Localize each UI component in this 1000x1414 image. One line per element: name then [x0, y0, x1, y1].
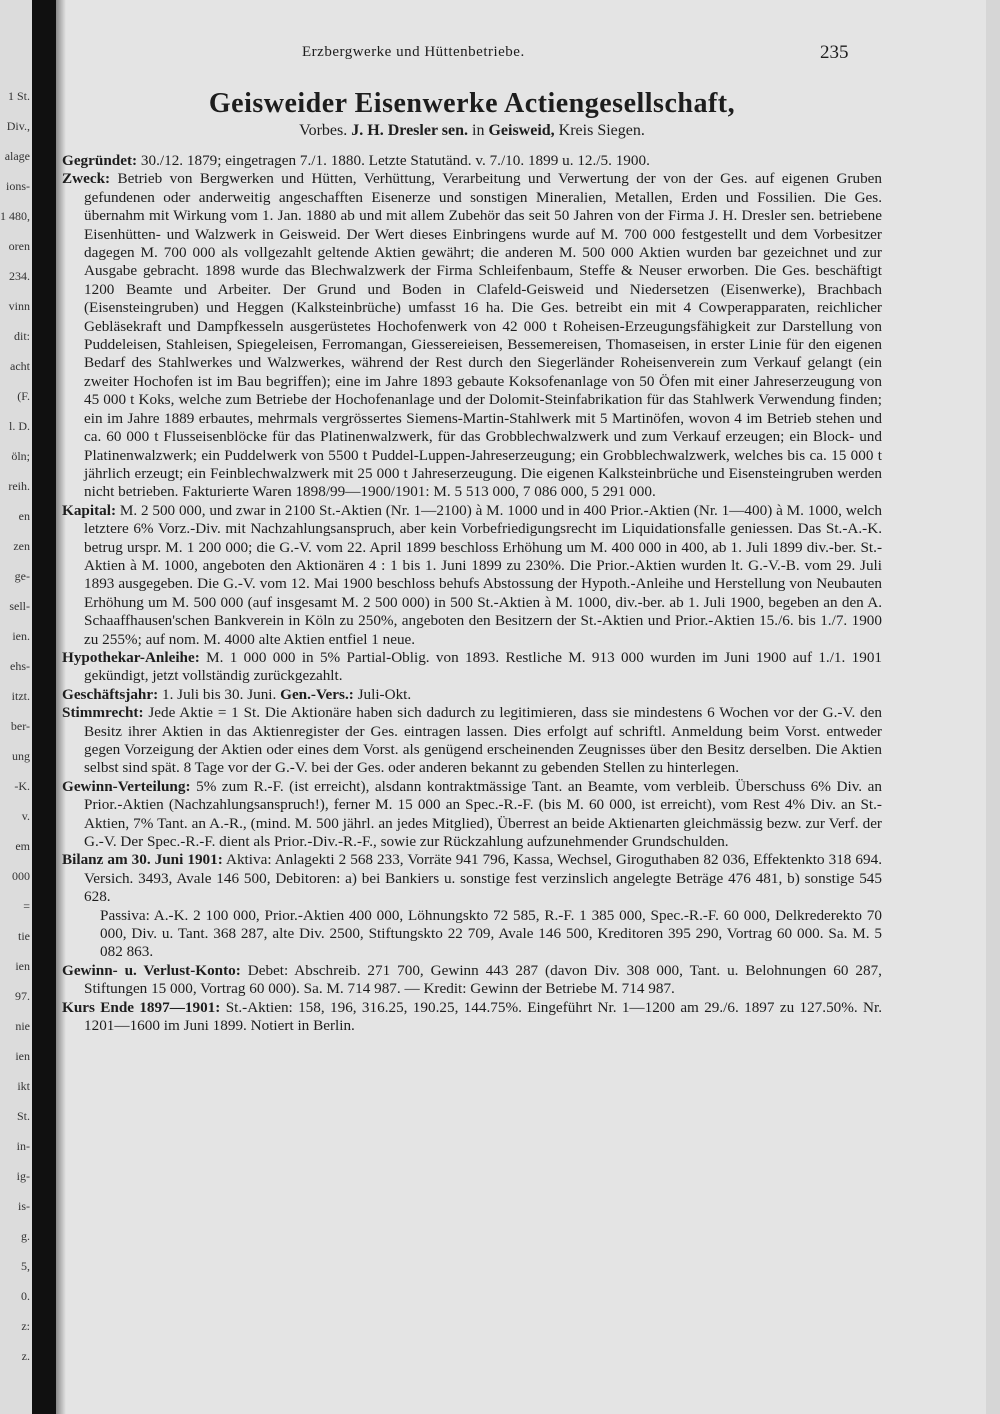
entry-section	[62, 649, 882, 686]
section-label: Bilanz am 30. Juni 1901:	[62, 851, 223, 869]
margin-fragment: reih.	[8, 479, 30, 493]
margin-fragment: ehs-	[10, 659, 30, 673]
page-number: 235	[820, 42, 849, 63]
section-label: Stimmrecht:	[62, 704, 144, 722]
margin-fragment: ien.	[12, 629, 30, 643]
margin-fragment: z:	[21, 1319, 30, 1333]
entry-section	[62, 170, 882, 501]
company-title: Geisweider Eisenwerke Actiengesellschaft,	[208, 88, 736, 119]
section-text: Aktiva: Anlagekti 2 568 233, Vorräte 941 796, Kassa, Wechsel, Giroguthaben 82 036, Effektenkto 318 694. Versich. 3493, Avale 146 500, Debitoren: a) bei Bankiers u. sonstige fest verzinslich angelegte Beträge 476 481, b) sonstige 545 628.	[84, 851, 882, 906]
entry-section	[62, 704, 882, 778]
margin-fragment: (F.	[17, 389, 30, 403]
margin-fragment: ung	[12, 749, 30, 763]
section-text: 1. Juli bis 30. Juni.	[161, 685, 277, 703]
section-label: Gegründet:	[62, 152, 138, 169]
section-text: Passiva: A.-K. 2 100 000, Prior.-Aktien 400 000, Löhnungskto 72 585, R.-F. 1 385 000, Spec.-R.-F. 60 000, Delkrederekto 70 000, Div. u. Tant. 368 287, alte Div. 2500, Stiftungskto 22 709, Avale 146 500, Kreditoren 395 290, Vortrag 60 000. Sa. M. 5 082 863.	[100, 906, 882, 961]
entry-section	[62, 502, 882, 649]
margin-fragment: 97.	[15, 989, 30, 1003]
entry-section	[62, 686, 882, 704]
section-label: Kurs Ende 1897—1901:	[62, 998, 221, 1016]
margin-fragment: ions-	[6, 179, 30, 193]
section-label: Geschäftsjahr:	[62, 685, 159, 703]
page-edge	[986, 0, 1000, 1414]
adjacent-page-margin	[0, 0, 32, 1414]
entry-body	[62, 152, 882, 1036]
section-text: Jede Aktie = 1 St. Die Aktionäre haben sich dadurch zu legitimieren, dass sie mindestens 6 Wochen vor der G.-V. den Besitz ihrer Aktien in das Aktienregister der Ges. eintragen lassen. Dies erfolgt auf schriftl. Anmeldung beim Vorst. entweder gegen Vorzeigung der Aktien oder eines dem Vorst. als genügend erscheinenden Zeugnisses über den Besitz derselben. Die Aktien selbst sind spät. 8 Tage vor der G.-V. bei der Ges. oder anderen bekannt zu gebenden Stellen zu hinterlegen.	[84, 704, 882, 777]
margin-fragment: =	[23, 899, 30, 913]
page-content	[62, 40, 882, 1036]
book-gutter	[32, 0, 56, 1414]
margin-fragment: in-	[16, 1139, 30, 1153]
section-text: M. 2 500 000, und zwar in 2100 St.-Aktien (Nr. 1—2100) à M. 1000 und in 400 Prior.-Aktien (Nr. 1—400) à M. 1000, welch letztere 6% Vorz.-Div. mit Nachzahlungsanspruch, aber kein Vorbefriedigungsrecht im Liquidationsfalle geniessen. Das St.-A.-K. betrug urspr. M. 1 200 000; die G.-V. vom 22. April 1899 beschloss Erhöhung um M. 400 000 in 400, ab 1. Juli 1899 div.-ber. St.-Aktien à M. 1000, angeboten den Aktionären 4 : 1 bis 1. Juni 1899 zu 230%. Die Prior.-Aktien wurden lt. G.-V.-B. vom 29. Juli 1893 ausgegeben. Die G.-V. vom 12. Mai 1900 beschloss behufs Abstossung der Hypoth.-Anleihe und Herstellung von Neubauten Erhöhung um M. 500 000 (auf insgesamt M. 2 500 000) in 500 St.-Aktien à M. 1000, div.-ber. ab 1. Juli 1900, begeben an den A. Schaaffhausen'schen Bankverein in Köln zu 250%, angeboten den Besitzern der St.-Aktien und Prior.-Aktien 15./6. bis 1./7. 1900 zu 255%; auf nom. M. 4000 alte Aktien entfiel 1 neue.	[84, 501, 883, 648]
margin-fragment: öln;	[11, 449, 30, 463]
district-name: Kreis Siegen.	[558, 122, 645, 139]
margin-fragment: Div.,	[6, 119, 30, 133]
subtitle-in: in	[472, 122, 485, 139]
margin-fragment: ig-	[16, 1169, 30, 1183]
margin-fragment: 234.	[9, 269, 30, 283]
margin-fragment: g.	[21, 1229, 30, 1243]
margin-fragment: 1 St.	[7, 89, 30, 103]
margin-fragment: 1 480,	[0, 209, 30, 223]
margin-fragment: z.	[21, 1349, 30, 1363]
section-text: 5% zum R.-F. (ist erreicht), alsdann kontraktmässige Tant. an Beamte, vom verbleib. Überschuss 6% Div. an Prior.-Aktien (Nachzahlungsanspruch!), ferner M. 15 000 an Spec.-R.-F. (bis M. 60 000, ist erreicht), vom Rest 4% Div. an St.-Aktien, 7% Tant. an A.-R., (mind. M. 500 jährl. an jedes Mitglied), Überrest an beide Aktienarten gleichmässig bezw. zur Verf. der G.-V. Der Spec.-R.-F. dient als Prior.-Div.-R.-F., sowie zur Rückzahlung aufzunehmender Grundschulden.	[84, 777, 883, 851]
margin-fragment: ber-	[10, 719, 30, 733]
chairman-name: J. H. Dresler sen.	[351, 122, 468, 139]
margin-fragment: ge-	[14, 569, 30, 583]
running-head-title: Erzbergwerke und Hüttenbetriebe.	[302, 44, 525, 60]
margin-fragment: dit:	[13, 329, 30, 343]
margin-fragment: em	[15, 839, 30, 853]
section-label: Hypothekar-Anleihe:	[62, 648, 200, 666]
section-label: Gewinn-Verteilung:	[62, 777, 191, 795]
section-text: St.-Aktien: 158, 196, 316.25, 190.25, 144.75%. Eingeführt Nr. 1—1200 am 29./6. 1897 zu 127.50%. Nr. 1201—1600 im Juni 1899. Notiert in Berlin.	[84, 998, 883, 1035]
margin-fragment: 0.	[21, 1289, 30, 1303]
margin-fragment: en	[18, 509, 30, 523]
place-name: Geisweid,	[488, 122, 555, 139]
section-label: Kapital:	[62, 501, 117, 519]
section-text: 30./12. 1879; eingetragen 7./1. 1880. Letzte Statutänd. v. 7./10. 1899 u. 12./5. 1900.	[140, 152, 650, 169]
margin-fragment: l. D.	[9, 419, 30, 433]
margin-fragment: oren	[8, 239, 30, 253]
margin-fragment: ien	[15, 1049, 30, 1063]
margin-fragment: nie	[15, 1019, 30, 1033]
margin-fragment: -K.	[14, 779, 30, 793]
margin-fragment: ien	[15, 959, 30, 973]
margin-fragment: St.	[16, 1109, 30, 1123]
entry-section	[62, 152, 882, 170]
margin-fragment: ikt	[17, 1079, 30, 1093]
section-label: Gen.-Vers.:	[280, 685, 354, 703]
margin-fragment: v.	[21, 809, 30, 823]
margin-fragment: is-	[18, 1199, 30, 1213]
section-label: Zweck:	[62, 170, 111, 188]
margin-fragment: tie	[18, 929, 30, 943]
subtitle-prefix: Vorbes.	[299, 122, 348, 139]
entry-section	[62, 851, 882, 906]
entry-section	[62, 999, 882, 1036]
margin-fragment: alage	[4, 149, 30, 163]
margin-fragment: acht	[10, 359, 30, 373]
margin-fragment: 5,	[21, 1259, 30, 1273]
company-subtitle	[62, 122, 882, 140]
entry-section	[62, 907, 882, 962]
section-text: Betrieb von Bergwerken und Hütten, Verhüttung, Verarbeitung und Verwertung der von der Ges. auf eigenen Gruben gefundenen oder anderweitig angeschafften Eisenerze und sonstigen Mineralien, Metallen, Erden und Fossilien. Die Ges. übernahm mit Wirkung vom 1. Jan. 1880 ab und mit allem Zubehör das seit 50 Jahren von der Firma J. H. Dresler sen. betriebene Eisenhütten- und Walzwerk in Geisweid. Der Wert dieses Einbringens wurde auf M. 700 000 festgestellt und dem Vorbesitzer dagegen M. 700 000 als vollgezahlt geltende Aktien gewährt; die anderen M. 500 000 Aktien wurden bar gezeichnet und zur Ausgabe gebracht. 1898 wurde das Blechwalzwerk der Firma Schleifenbaum, Steffe & Neuser erworben. Die Ges. beschäftigt 1200 Beamte und Arbeiter. Der Grund und Boden in Clafeld-Geisweid und Niedersetzen (Eisenwerke), Brachbach (Eisensteingruben) und Heggen (Kalksteinbrüche) umfasst 16 ha. Die Ges. betreibt ein mit 4 Cowperapparaten, reichlicher Gebläsekraft und Dampfkesseln ausgerüstetes Hochofenwerk von 42 000 t Roheisen-Erzeugungsfähigkeit zur Darstellung von Puddeleisen, Stahleisen, Spiegeleisen, Ferromangan, Giessereieisen, Bessemereisen, Thomaseisen, in erster Linie für den eigenen Bedarf des Stahlwerkes und Walzwerkes, während der Rest durch den Siegerländer Roheisenverein zum Verkauf gelangt (ein zweiter Hochofen ist im Bau begriffen); eine im Jahre 1893 gebaute Koksofenanlage von 50 Öfen mit einer Jahreserzeugung von 45 000 t Koks, welche zum Betriebe der Hochofenanlage und der Dolomit-Steinfabrikation für das Stahlwerk Verwendung finden; ein im Jahre 1889 erbautes, mehrmals vergrössertes Siemens-Martin-Stahlwerk mit 5 Martinöfen, wovon 4 im Betrieb stehen und ca. 60 000 t Flusseisenblöcke für das Platinenwalzwerk, für das Grobblechwalzwerk und zum Verkauf erzeugen; ein Block- und Platinenwalzwerk; ein Puddelwerk von 5500 t Puddel-Luppen-Jahreserzeugung; ein Grobblechwalzwerk, welches bis ca. 15 000 t jährlich erzeugt; ein Feinblechwalzwerk mit 25 000 t Jahreserzeugung. Die eigenen Kalksteinbrüche und Eisensteingruben werden nicht betrieben. Fakturierte Waren 1898/99—1900/1901: M. 5 513 000, 7 086 000, 5 291 000.	[84, 170, 883, 501]
section-text: Juli-Okt.	[357, 685, 412, 703]
margin-fragment: vinn	[8, 299, 30, 313]
entry-section	[62, 962, 882, 999]
margin-fragment: sell-	[9, 599, 30, 613]
margin-fragment: itzt.	[11, 689, 30, 703]
section-text: M. 1 000 000 in 5% Partial-Oblig. von 1893. Restliche M. 913 000 wurden im Juni 1900 auf 1./1. 1901 gekündigt, jetzt vollständig zurückgezahlt.	[84, 648, 883, 685]
entry-section	[62, 778, 882, 852]
margin-fragment: zen	[13, 539, 30, 553]
running-head	[62, 40, 882, 68]
section-text: Debet: Abschreib. 271 700, Gewinn 443 287 (davon Div. 308 000, Tant. u. Belohnungen 60 287, Stiftungen 15 000, Vortrag 60 000). Sa. M. 714 987. — Kredit: Gewinn der Betriebe M. 714 987.	[84, 961, 882, 998]
margin-fragment: 000	[12, 869, 30, 883]
section-label: Gewinn- u. Verlust-Konto:	[62, 961, 241, 979]
